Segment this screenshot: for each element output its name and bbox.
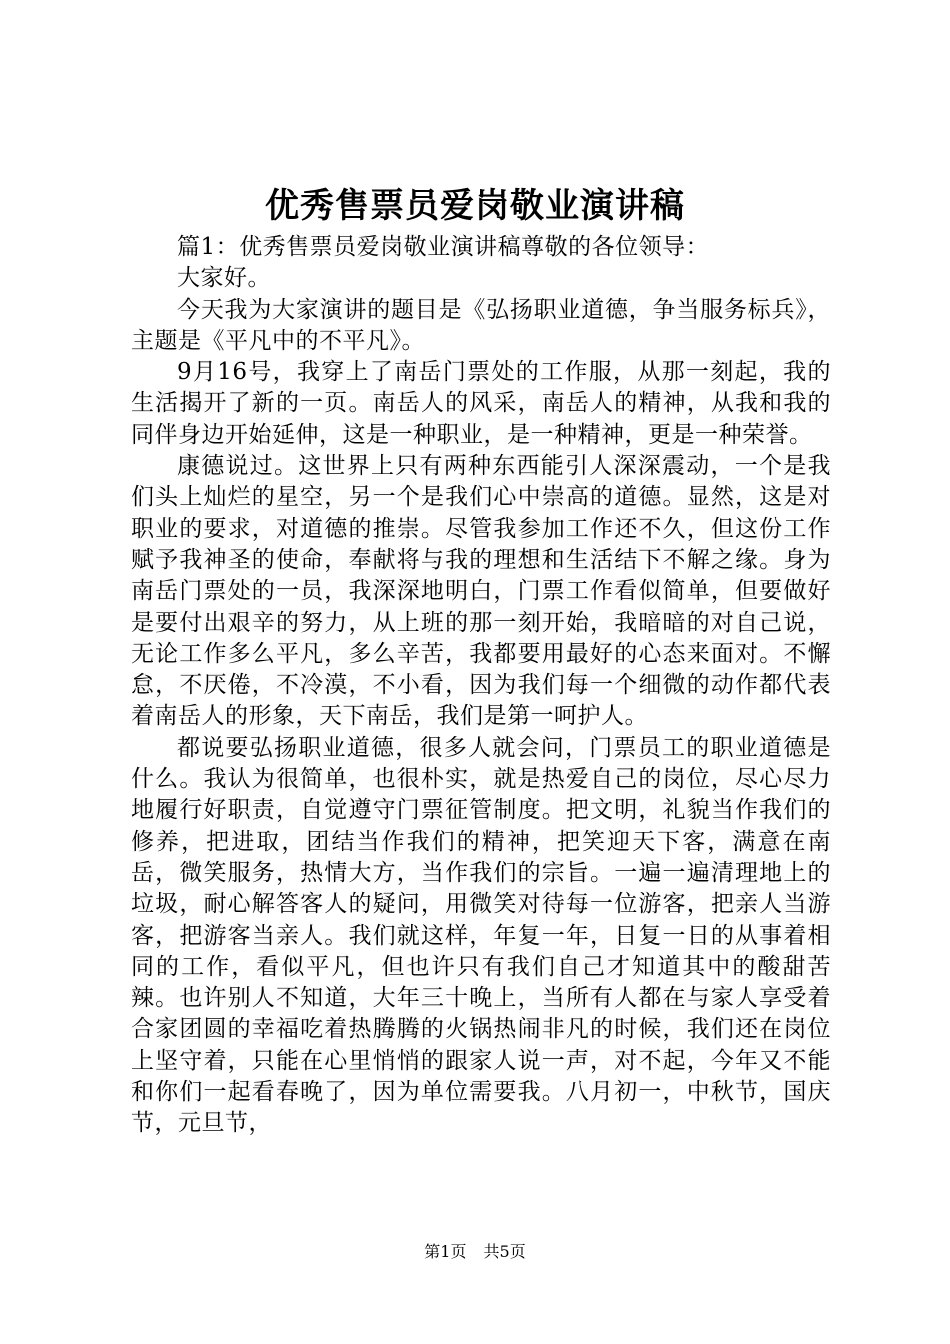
page-total: 共5页	[483, 1242, 526, 1261]
paragraph-4: 9月16号，我穿上了南岳门票处的工作服，从那一刻起，我的生活揭开了新的一页。南岳人的风采，南岳人的精神，从我和我的同伴身边开始延伸，这是一种职业，是一种精神，更是一种荣誉。	[131, 359, 831, 448]
paragraph-5: 康德说过。这世界上只有两种东西能引人深深震动，一个是我们头上灿烂的星空，另一个是我们心中崇高的道德。显然，这是对职业的要求，对道德的推崇。尽管我参加工作还不久，但这份工作赋予我神圣的使命，奉献将与我的理想和生活结下不解之缘。身为南岳门票处的一员，我深深地明白，门票工作看似简单，但要做好是要付出艰辛的努力，从上班的那一刻开始，我暗暗的对自己说，无论工作多么平凡，多么辛苦，我都要用最好的心态来面对。不懈怠，不厌倦，不冷漠，不小看，因为我们每一个细微的动作都代表着南岳人的形象，天下南岳，我们是第一呵护人。	[131, 453, 831, 730]
page-footer	[0, 1241, 950, 1263]
document-title: 优秀售票员爱岗敬业演讲稿	[265, 186, 685, 226]
document-body	[131, 232, 831, 1140]
paragraph-1: 篇1：优秀售票员爱岗敬业演讲稿尊敬的各位领导：	[177, 234, 710, 260]
page-number: 第1页	[424, 1242, 467, 1261]
paragraph-3: 今天我为大家演讲的题目是《弘扬职业道德，争当服务标兵》，主题是《平凡中的不平凡》。	[131, 296, 831, 354]
paragraph-6: 都说要弘扬职业道德，很多人就会问，门票员工的职业道德是什么。我认为很简单，也很朴实，就是热爱自己的岗位，尽心尽力地履行好职责，自觉遵守门票征管制度。把文明，礼貌当作我们的修养，把进取，团结当作我们的精神，把笑迎天下客，满意在南岳，微笑服务，热情大方，当作我们的宗旨。一遍一遍清理地上的垃圾，耐心解答客人的疑问，用微笑对待每一位游客，把亲人当游客，把游客当亲人。我们就这样，年复一年，日复一日的从事着相同的工作，看似平凡，但也许只有我们自己才知道其中的酸甜苦辣。也许别人不知道，大年三十晚上，当所有人都在与家人享受着合家团圆的幸福吃着热腾腾的火锅热闹非凡的时候，我们还在岗位上坚守着，只能在心里悄悄的跟家人说一声，对不起，今年又不能和你们一起看春晚了，因为单位需要我。八月初一，中秋节，国庆节，元旦节，	[131, 734, 831, 1137]
paragraph-2: 大家好。	[177, 265, 271, 292]
